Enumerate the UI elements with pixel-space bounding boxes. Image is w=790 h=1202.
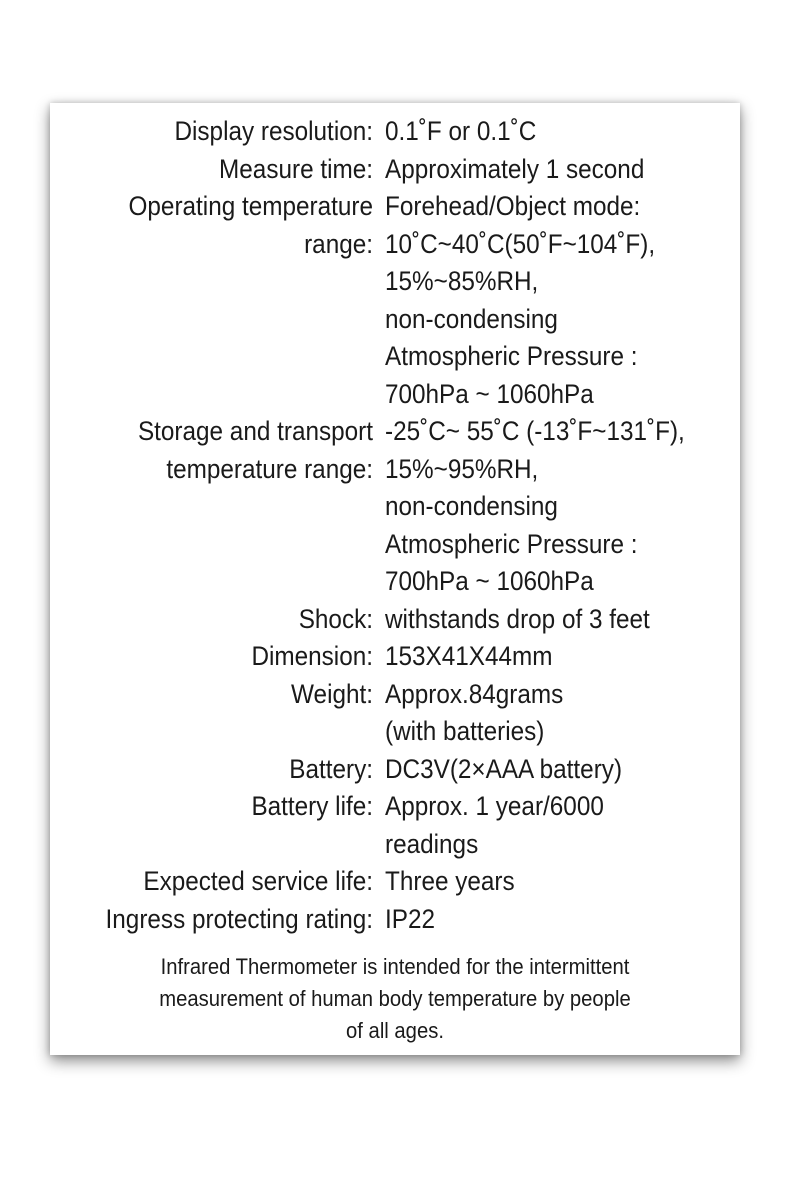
spec-value: IP22 [385,903,435,934]
spec-sheet [50,103,740,1055]
spec-row-battery-life [50,788,740,863]
spec-value: Approx. 1 year/6000 readings [385,791,604,859]
spec-list [50,113,740,938]
spec-value: Three years [385,866,515,896]
spec-label: Shock: [298,603,373,634]
spec-row-operating-temperature [50,188,740,413]
spec-label: Battery: [289,753,373,784]
spec-value: Forehead/Object mode: 10˚C~40˚C(50˚F~104˚F), 15%~85%RH, non-condensing Atmospheric Pressure : 700hPa ~ 1060hPa [385,191,656,409]
spec-label: Ingress protecting rating: [105,903,373,934]
spec-row-service-life [50,863,740,901]
spec-value: withstands drop of 3 feet [385,603,650,634]
spec-row-ingress-rating [50,901,740,939]
spec-label: Expected service life: [143,866,373,896]
spec-label: Storage and transport temperature range: [137,416,373,484]
spec-value: Approximately 1 second [385,153,645,184]
spec-row-weight [50,676,740,751]
spec-row-storage-temperature [50,413,740,601]
spec-value: -25˚C~ 55˚C (-13˚F~131˚F), 15%~95%RH, non-condensing Atmospheric Pressure : 700hPa ~ 1060hPa [385,416,685,596]
spec-value: Approx.84grams (with batteries) [385,678,564,746]
spec-value: DC3V(2×AAA battery) [385,753,623,784]
spec-value: 0.1˚F or 0.1˚C [385,116,537,146]
spec-row-shock [50,601,740,639]
spec-row-display-resolution [50,113,740,151]
spec-value: 153X41X44mm [385,641,553,671]
spec-row-dimension [50,638,740,676]
spec-row-battery [50,751,740,789]
spec-label: Battery life: [251,791,373,821]
spec-row-measure-time [50,151,740,189]
spec-label: Display resolution: [174,116,373,146]
spec-label: Measure time: [219,153,373,184]
spec-label: Weight: [291,678,373,709]
spec-label: Operating temperature range: [128,191,373,259]
intended-use-note: Infrared Thermometer is intended for the intermittent measurement of human body temperature by people of all ages. [159,954,631,1043]
spec-label: Dimension: [251,641,373,671]
